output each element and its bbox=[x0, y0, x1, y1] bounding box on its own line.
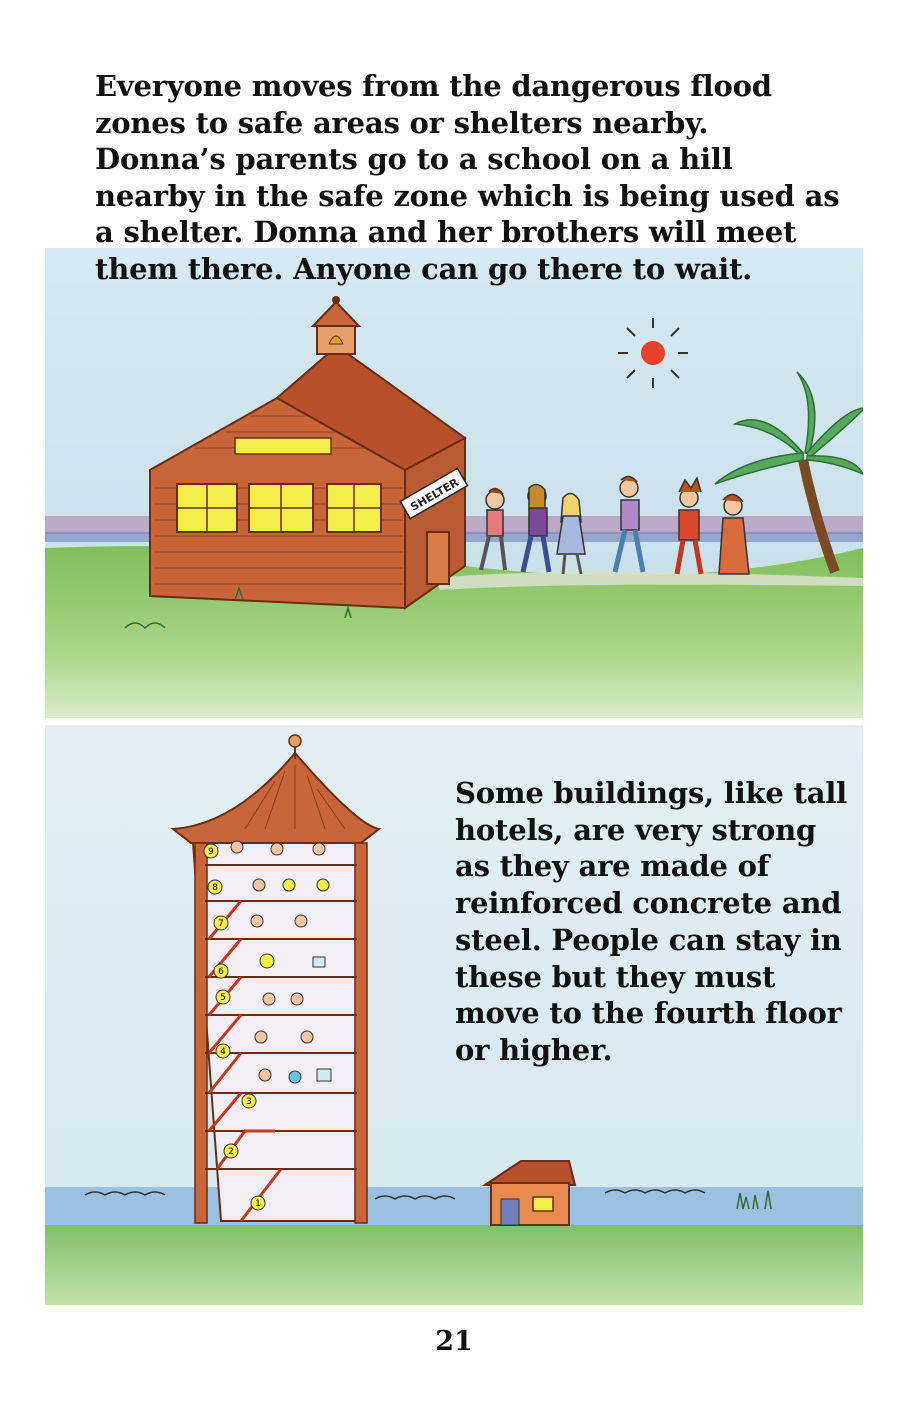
floor-number: 9 bbox=[208, 847, 214, 857]
floor-number: 8 bbox=[212, 883, 218, 893]
story-paragraph-top bbox=[95, 68, 845, 288]
floor-marker bbox=[214, 964, 228, 978]
shelter-scene-svg bbox=[45, 248, 863, 718]
floor-marker bbox=[251, 1196, 265, 1210]
floor-marker bbox=[216, 990, 230, 1004]
floor-number: 7 bbox=[218, 919, 224, 929]
story-text-bottom: Some buildings, like tall hotels, are very strong as they are made of reinforced concrete and steel. People can stay in these but they must move to the fourth floor or higher. bbox=[455, 776, 847, 1067]
ground bbox=[45, 1225, 863, 1305]
floor-marker bbox=[208, 880, 222, 894]
floor-marker bbox=[214, 916, 228, 930]
floor-number: 4 bbox=[220, 1047, 226, 1057]
floor-number: 5 bbox=[220, 993, 226, 1003]
floor-number: 1 bbox=[255, 1199, 261, 1209]
floor-marker bbox=[204, 844, 218, 858]
floor-marker bbox=[224, 1144, 238, 1158]
story-text-top: Everyone moves from the dangerous flood zones to safe areas or shelters nearby. Donna’s parents go to a school on a hill nearby in the safe zone which is being used as a shelter. Donna and her brothers will meet them there. Anyone can go there to wait. bbox=[95, 69, 840, 286]
shelter-sign-label: SHELTER bbox=[408, 475, 461, 514]
floor-number: 3 bbox=[246, 1097, 252, 1107]
page-number: 21 bbox=[435, 1326, 473, 1357]
floor-number: 6 bbox=[218, 967, 224, 977]
story-paragraph-bottom bbox=[455, 775, 855, 1069]
floor-number: 2 bbox=[228, 1147, 234, 1157]
floor-marker bbox=[242, 1094, 256, 1108]
floor-marker bbox=[216, 1044, 230, 1058]
shelter-illustration bbox=[45, 248, 863, 718]
